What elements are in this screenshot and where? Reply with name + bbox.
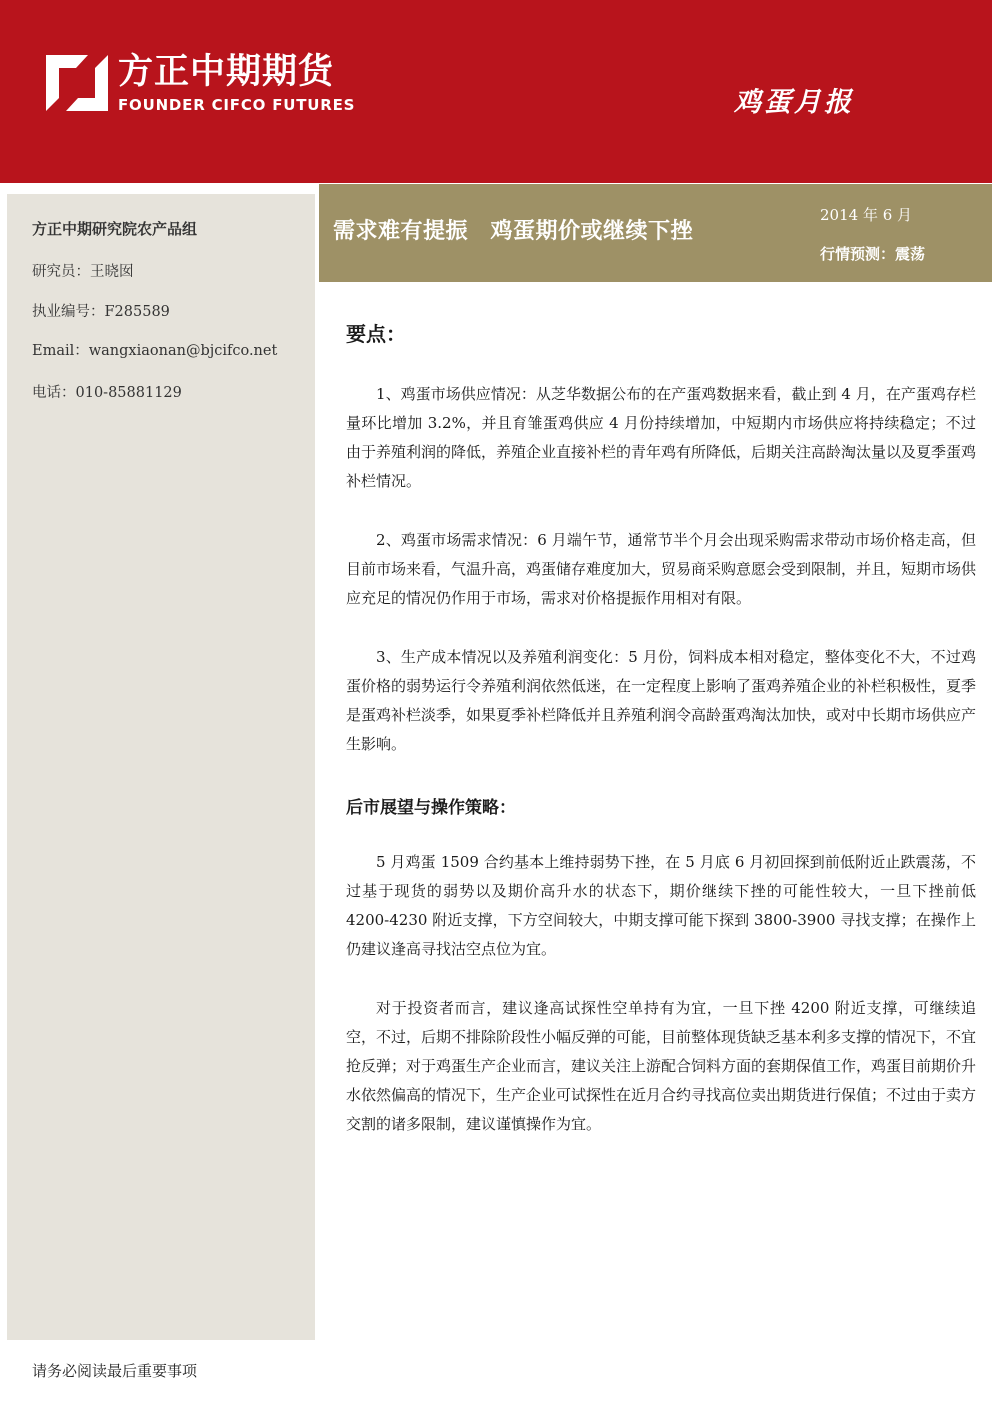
contact-email: Email：wangxiaonan@bjcifco.net [32, 343, 278, 359]
report-headline: 需求难有提振 鸡蛋期价或继续下挫 [333, 219, 694, 244]
brand-name-en: FOUNDER CIFCO FUTURES [118, 96, 356, 114]
outlook-paragraph: 对于投资者而言，建议逢高试探性空单持有为宜，一旦下挫 4200 附近支撑，可继续追空，不过，后期不排除阶段性小幅反弹的可能，目前整体现货缺乏基本利多支撑的情况下，不宜抢反弹；对于鸡蛋生产企业而言，建议关注上游配合饲料方面的套期保值工作，鸡蛋目前期价升水依然偏高的情况下，生产企业可试探性在近月合约寻找高位卖出期货进行保值；不过由于卖方交割的诸多限制，建议谨慎操作为宜。 [346, 999, 977, 1133]
key-point-paragraph: 2、鸡蛋市场需求情况：6 月端午节，通常节半个月会出现采购需求带动市场价格走高，但目前市场来看，气温升高，鸡蛋储存难度加大，贸易商采购意愿会受到限制，并且，短期市场供应充足的情况仍作用于市场，需求对价格提振作用相对有限。 [346, 531, 977, 607]
market-forecast: 行情预测：震荡 [820, 245, 926, 263]
key-point-paragraph: 3、生产成本情况以及养殖利润变化：5 月份，饲料成本相对稳定，整体变化不大，不过鸡蛋价格的弱势运行令养殖利润依然低迷，在一定程度上影响了蛋鸡养殖企业的补栏积极性，夏季是蛋鸡补栏淡季，如果夏季补栏降低并且养殖利润令高龄蛋鸡淘汰加快，或对中长期市场供应产生影响。 [346, 648, 977, 753]
report-body [346, 318, 976, 1139]
researcher-name: 研究员：王晓囡 [32, 264, 134, 280]
key-points-heading: 要点： [346, 322, 406, 346]
company-logo-icon [46, 55, 108, 111]
report-date: 2014 年 6 月 [820, 206, 913, 224]
report-type-title: 鸡蛋月报 [734, 87, 854, 118]
report-title-bar [319, 184, 992, 282]
header-banner [0, 0, 992, 183]
author-sidebar [7, 194, 315, 1340]
outlook-heading: 后市展望与操作策略： [346, 798, 516, 818]
key-point-paragraph: 1、鸡蛋市场供应情况：从芝华数据公布的在产蛋鸡数据来看，截止到 4 月，在产蛋鸡存栏量环比增加 3.2%，并且育雏蛋鸡供应 4 月份持续增加，中短期内市场供应将持续稳定；不过由于养殖利润的降低，养殖企业直接补栏的青年鸡有所降低，后期关注高龄淘汰量以及夏季蛋鸡补栏情况。 [346, 385, 977, 490]
license-number: 执业编号：F285589 [32, 304, 170, 320]
disclaimer-note: 请务必阅读最后重要事项 [32, 1362, 198, 1380]
research-group: 方正中期研究院农产品组 [32, 220, 198, 238]
outlook-paragraph: 5 月鸡蛋 1509 合约基本上维持弱势下挫，在 5 月底 6 月初回探到前低附近止跌震荡，不过基于现货的弱势以及期价高升水的状态下，期价继续下挫的可能性较大，一旦下挫前低 4200-4230 附近支撑，下方空间较大，中期支撑可能下探到 3800-3900 寻找支撑；在操作上仍建议逢高寻找沽空点位为宜。 [346, 853, 976, 958]
brand-name-cn: 方正中期期货 [118, 52, 335, 92]
contact-phone: 电话：010-85881129 [32, 385, 182, 401]
